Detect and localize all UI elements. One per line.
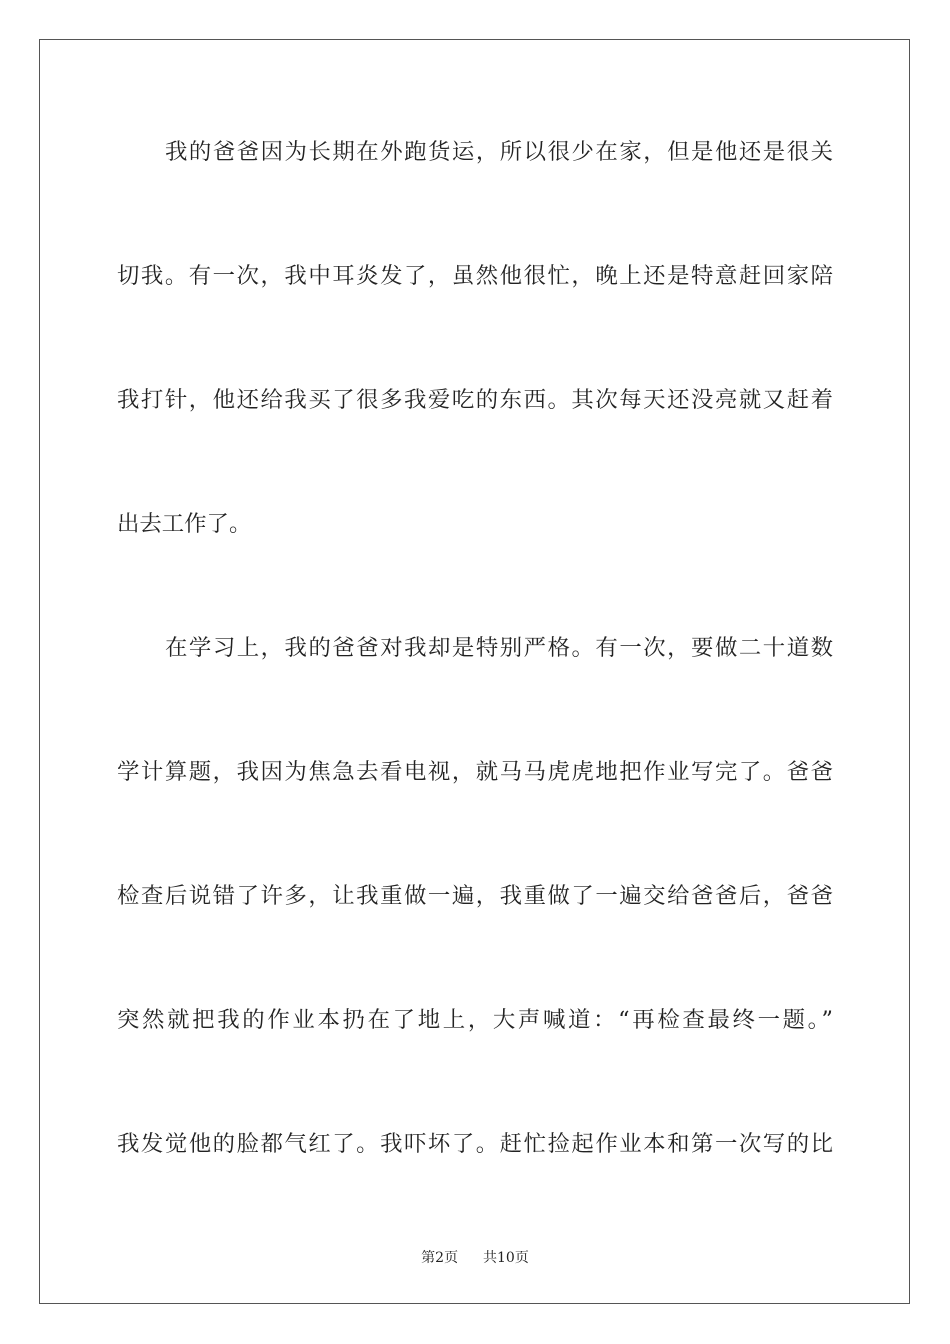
- page-number: 第2页: [421, 1250, 459, 1266]
- page-total: 共10页: [483, 1250, 529, 1266]
- page-frame: [39, 39, 910, 1304]
- paragraph-1-line-1: 我的爸爸因为长期在外跑货运，所以很少在家，但是他还是很关: [165, 139, 833, 165]
- paragraph-1-line-4: 出去工作了。: [117, 511, 252, 537]
- paragraph-2-line-3: 检查后说错了许多，让我重做一遍，我重做了一遍交给爸爸后，爸爸: [117, 883, 833, 909]
- paragraph-2-line-4: 突然就把我的作业本扔在了地上，大声喊道：“再检查最终一题。”: [117, 1007, 833, 1033]
- paragraph-1-line-2: 切我。有一次，我中耳炎发了，虽然他很忙，晚上还是特意赶回家陪: [117, 263, 833, 289]
- paragraph-1-line-3: 我打针，他还给我买了很多我爱吃的东西。其次每天还没亮就又赶着: [117, 387, 833, 413]
- paragraph-2-line-2: 学计算题，我因为焦急去看电视，就马马虎虎地把作业写完了。爸爸: [117, 759, 833, 785]
- paragraph-2-line-1: 在学习上，我的爸爸对我却是特别严格。有一次，要做二十道数: [165, 635, 833, 661]
- page-footer: [0, 1247, 950, 1267]
- paragraph-2-line-5: 我发觉他的脸都气红了。我吓坏了。赶忙捡起作业本和第一次写的比: [117, 1131, 833, 1157]
